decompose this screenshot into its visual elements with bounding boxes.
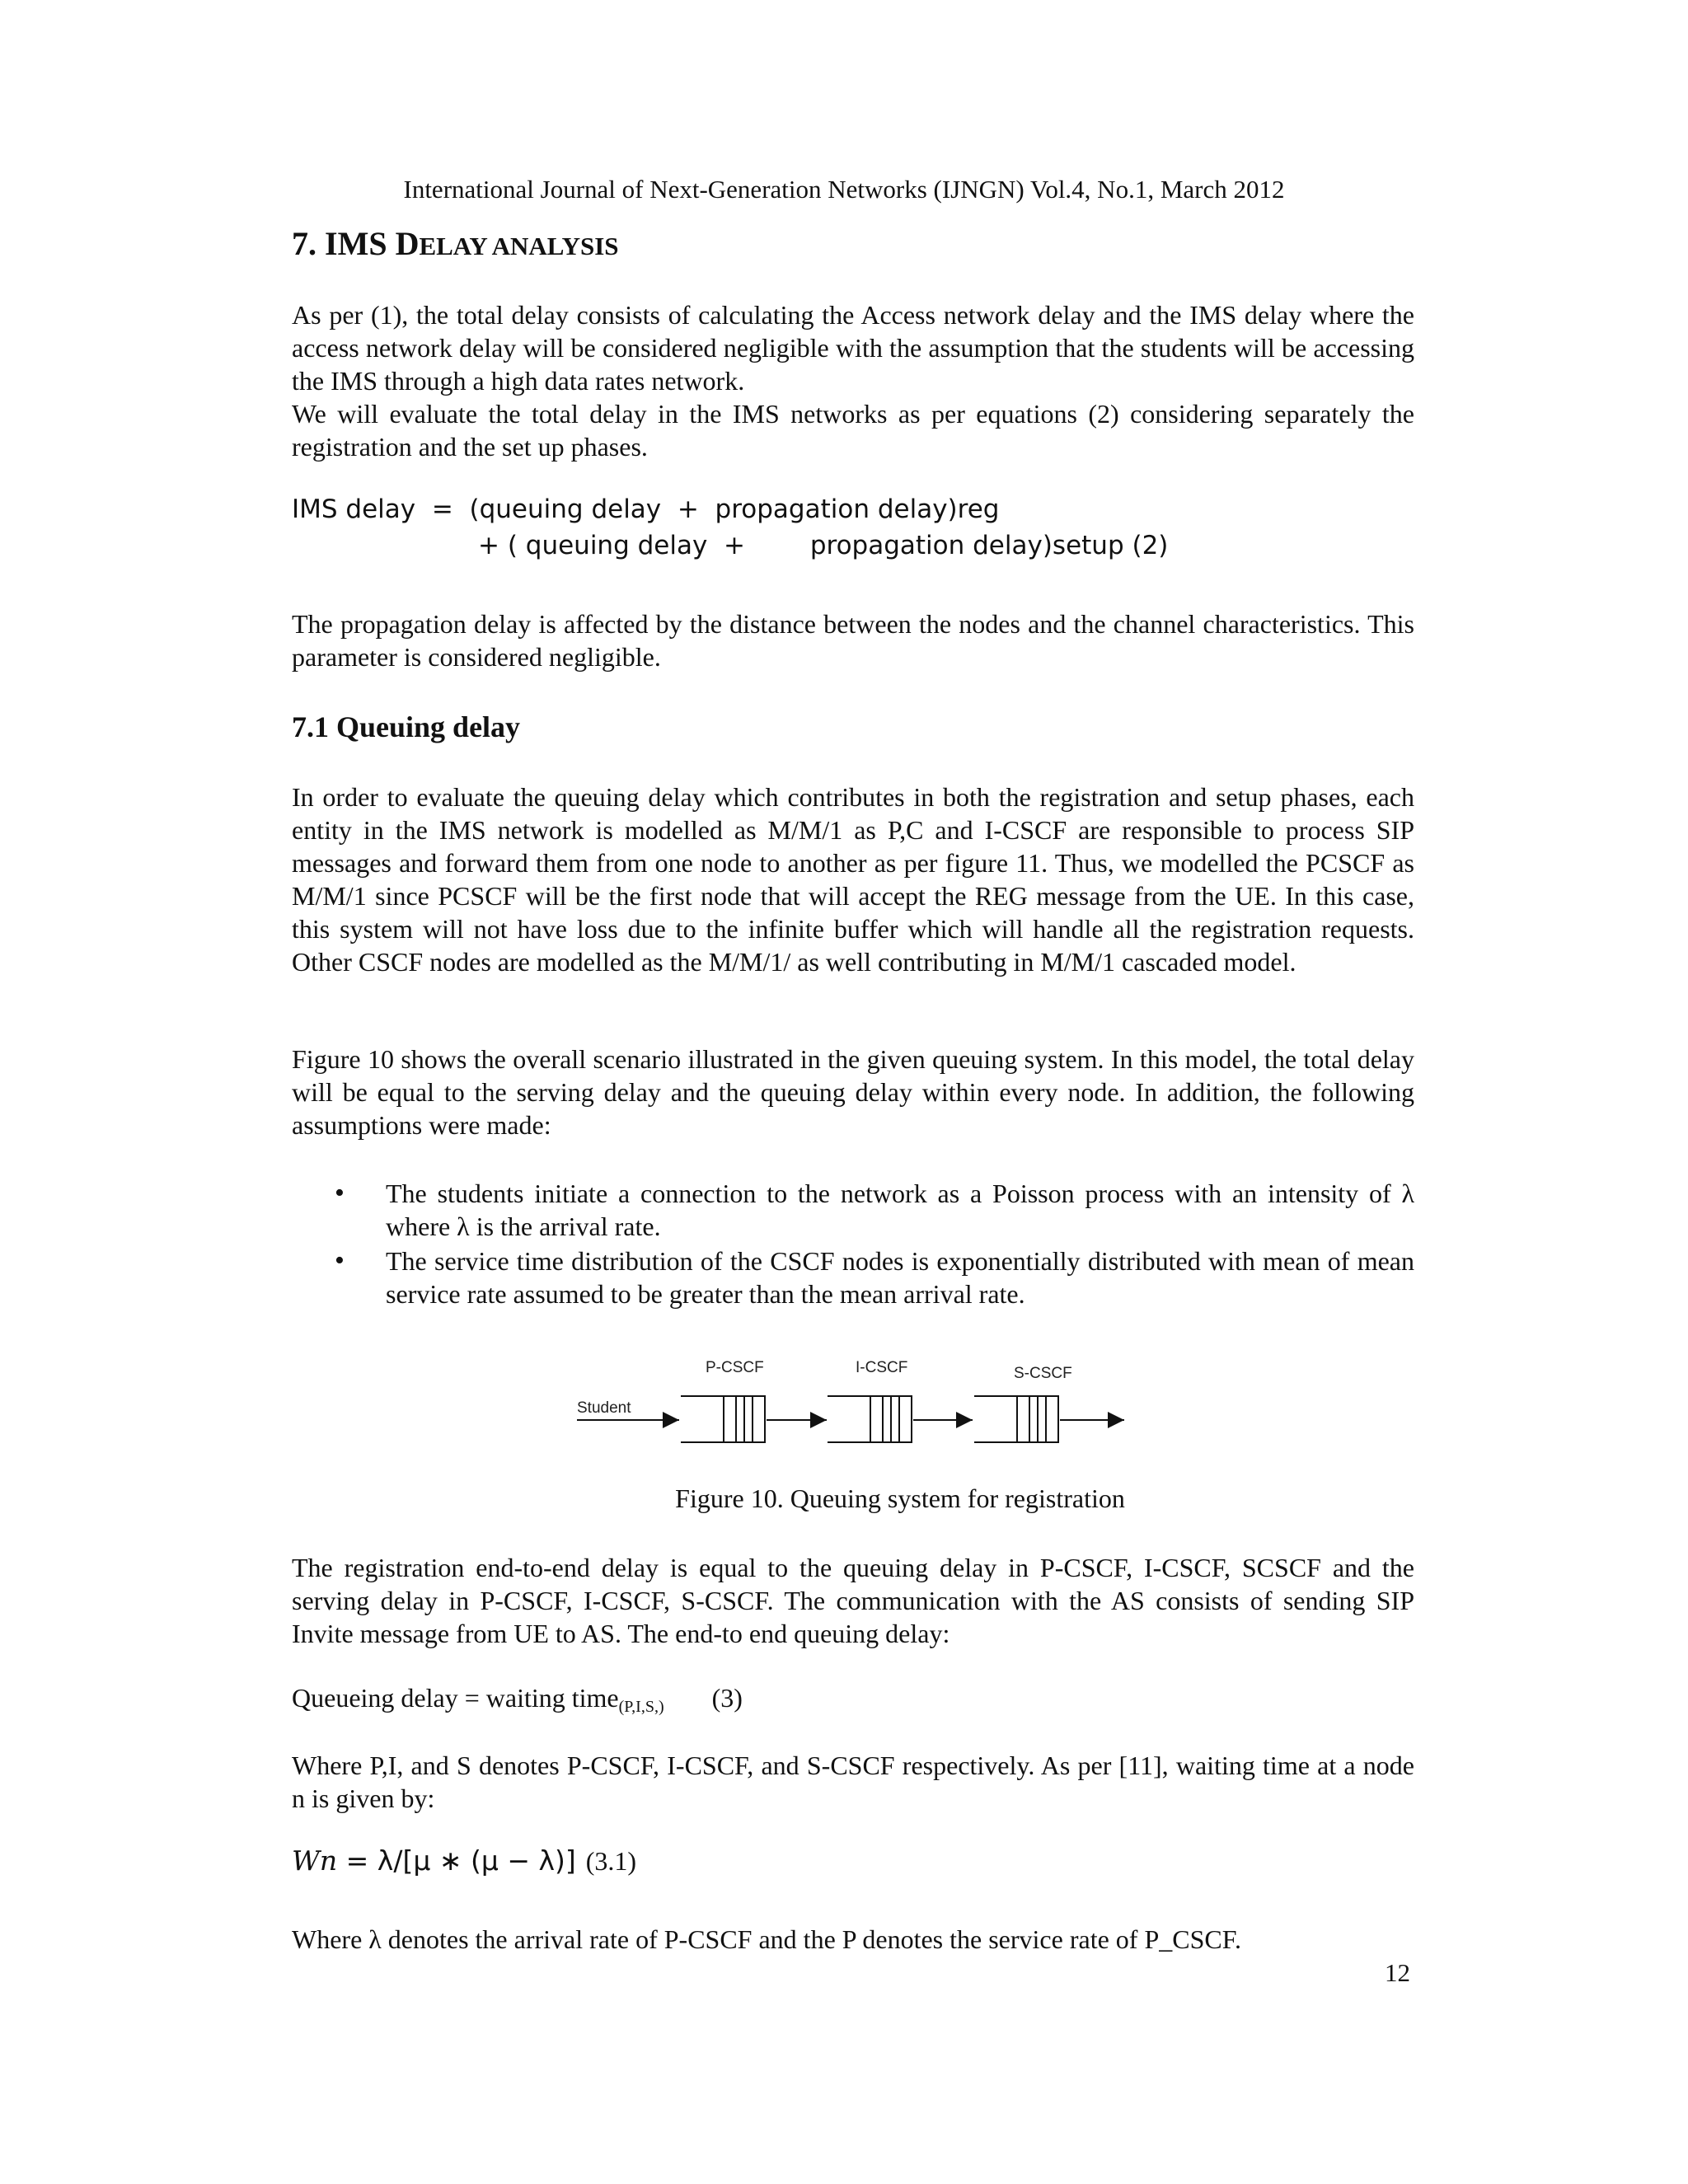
paragraph-7-block [292,1749,1414,1815]
paragraph-2: We will evaluate the total delay in the IMS networks as per equations (2) considering separately the registration and the set up phases. [292,399,1414,462]
journal-header: International Journal of Next-Generation Networks (IJNGN) Vol.4, No.1, March 2012 [403,175,1285,204]
paragraph-4: In order to evaluate the queuing delay which contributes in both the registration and setup phases, each entity in the IMS network is modelled as M/M/1 as P,C and I-CSCF are responsible to process SIP messages and forward them from one node to another as per figure 11. Thus, we modelled the PCSCF as M/M/1 since PCSCF will be the first node that will accept the REG message from the UE. In this case, this system will not have loss due to the infinite buffer which will handle all the registration requests. Other CSCF nodes are modelled as the M/M/1/ as well contributing in M/M/1 cascaded model. [292,782,1414,977]
equation-3 [292,1683,1414,1717]
equation-2 [292,494,1414,560]
list-item: • The service time distribution of the CSCF nodes is exponentially distributed with mean of mean service rate assumed to be greater than the mean arrival rate. [292,1244,1414,1310]
paragraph-3-block [292,607,1414,673]
section-number: 7. [292,225,316,262]
paragraph-8-block [292,1923,1414,1956]
node-label-scscf: S-CSCF [1014,1365,1072,1382]
equation-3-1-lhs: Wn [292,1844,338,1877]
list-item: • The students initiate a connection to the network as a Poisson process with an intensity of λ where λ is the arrival rate. [292,1177,1414,1243]
paragraph-5-block [292,1043,1414,1141]
paragraph-6: The registration end-to-end delay is equal to the queuing delay in P-CSCF, I-CSCF, SCSCF and the serving delay in P-CSCF, I-CSCF, S-CSCF. The communication with the AS consists of sending SIP Invite message from UE to AS. The end-to end queuing delay: [292,1553,1414,1648]
section-title-big: IMS D [325,225,420,262]
section-title-small: ELAY ANALYSIS [419,232,619,260]
equation-3-1-rhs: = λ/[μ ∗ (μ − λ)] [345,1844,576,1877]
equation-3-lhs: Queueing delay = waiting time [292,1683,619,1713]
paragraph-4-block [292,780,1414,978]
paragraph-8: Where λ denotes the arrival rate of P-CSCF and the P denotes the service rate of P_CSCF. [292,1924,1241,1954]
equation-3-1 [292,1844,1414,1877]
paragraph-1: As per (1), the total delay consists of calculating the Access network delay and the IMS delay where the access network delay will be considered negligible with the assumption that the students will be accessing the IMS through a high data rates network. [292,300,1414,396]
queue-icscf [828,1396,912,1442]
subsection-heading: 7.1 Queuing delay [292,710,521,743]
intro-paragraphs [292,298,1414,463]
student-label: Student [577,1399,631,1417]
equation-3-1-number: (3.1) [585,1846,637,1876]
queue-scscf [974,1396,1058,1442]
equation-3-number: (3) [711,1683,743,1713]
paragraph-6-block [292,1551,1414,1650]
paragraph-7: Where P,I, and S denotes P-CSCF, I-CSCF, and S-CSCF respectively. As per [11], waiting time at a node n is given by: [292,1750,1414,1813]
section-heading [292,224,1414,263]
node-label-icscf: I-CSCF [856,1359,908,1376]
queue-pcscf [681,1396,765,1442]
paragraph-3: The propagation delay is affected by the distance between the nodes and the channel characteristics. This parameter is considered negligible. [292,609,1414,672]
equation-3-subscript: (P,I,S,) [618,1698,664,1716]
queuing-system-diagram [560,1343,1154,1451]
assumptions-list [292,1177,1414,1312]
equation-2-line2: + ( queuing delay + propagation delay)setup (2) [478,531,1169,560]
paragraph-5: Figure 10 shows the overall scenario illustrated in the given queuing system. In this model, the total delay will be equal to the serving delay and the queuing delay within every node. In addition, the following assumptions were made: [292,1044,1414,1140]
equation-2-line1: IMS delay = (queuing delay + propagation delay)reg [292,494,1000,524]
page-number: 12 [1385,1958,1410,1987]
figure-caption: Figure 10. Queuing system for registration [675,1483,1125,1513]
node-label-pcscf: P-CSCF [706,1359,764,1376]
